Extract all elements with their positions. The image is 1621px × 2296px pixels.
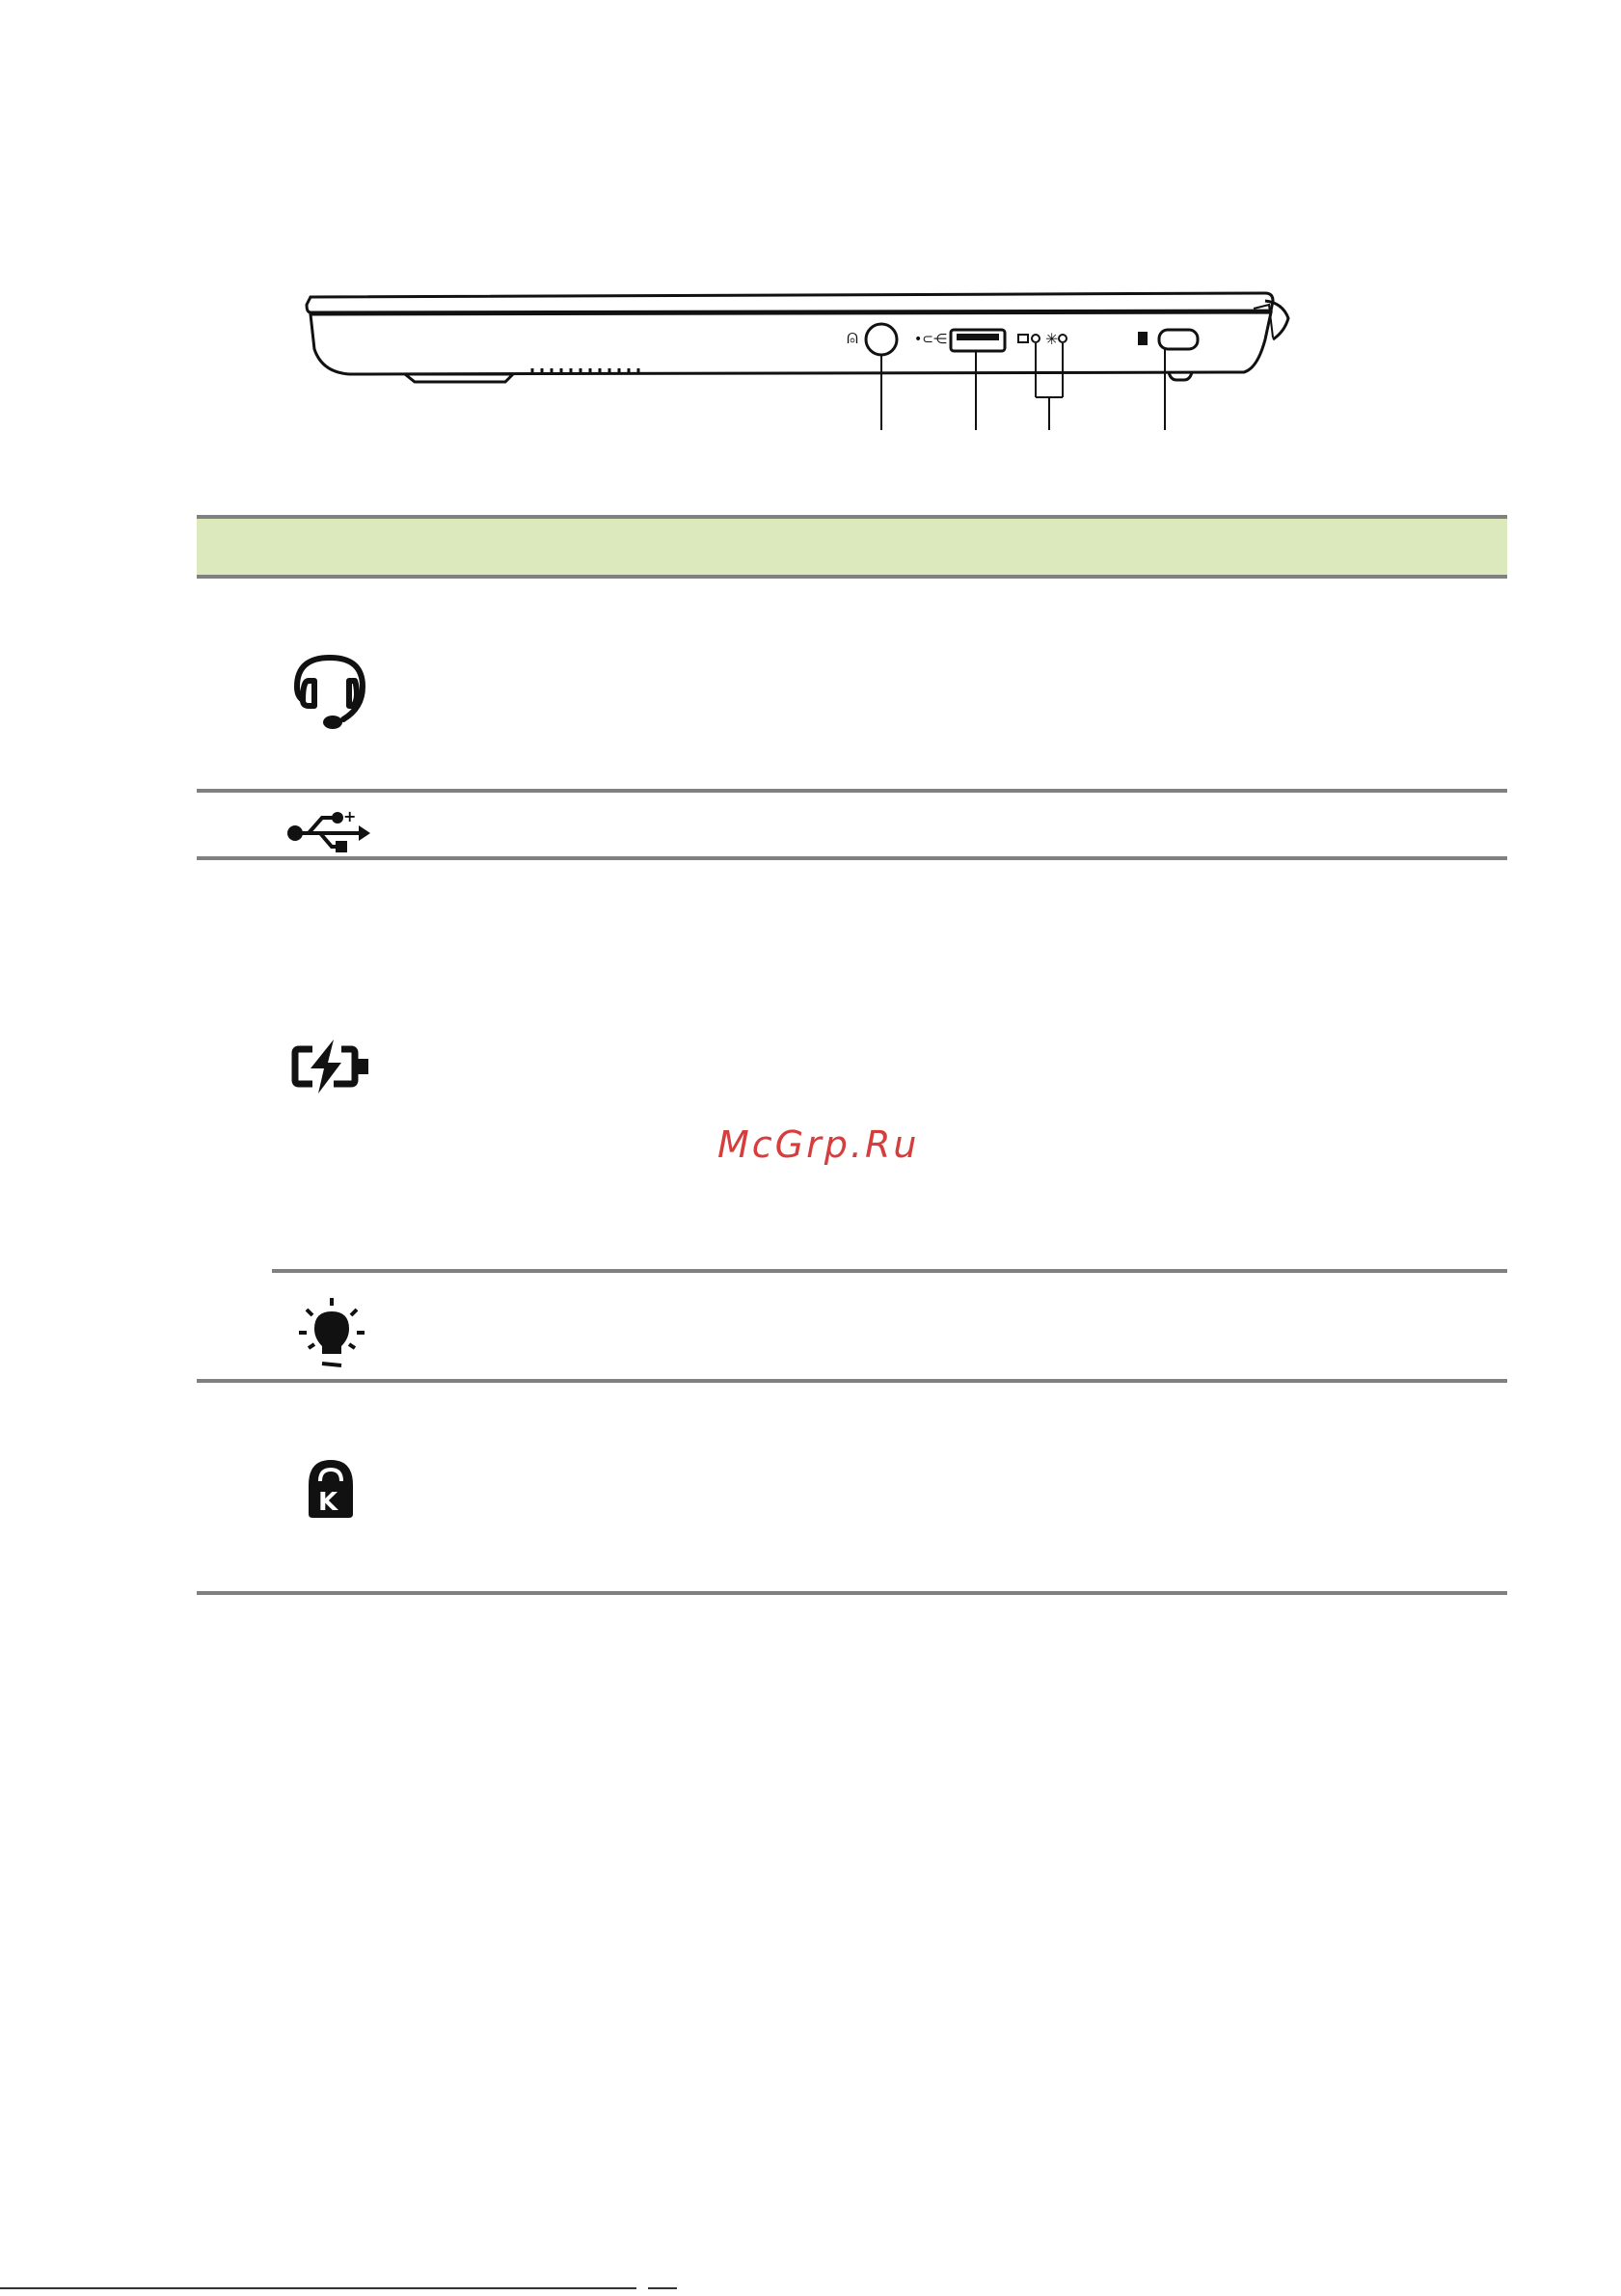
svg-text:✳: ✳ (1045, 330, 1059, 348)
table-row-divider (197, 789, 1507, 793)
table-row-divider (197, 1379, 1507, 1383)
table-header (197, 515, 1507, 579)
page-bottom-edge-fragment (648, 2287, 677, 2289)
page-bottom-edge (0, 2287, 636, 2289)
svg-text:+: + (343, 808, 357, 825)
table-row-divider (197, 856, 1507, 860)
battery-charging-icon (291, 1038, 370, 1095)
svg-text:•⊂⋲: •⊂⋲ (914, 332, 947, 347)
table-bottom-rule (197, 1591, 1507, 1595)
kensington-lock-icon (305, 1456, 357, 1520)
watermark-text: McGrp.Ru (717, 1123, 920, 1166)
headset-icon (293, 652, 366, 733)
svg-text:K: K (318, 1488, 338, 1517)
usb-icon (285, 808, 372, 852)
table-row-divider (272, 1269, 1507, 1273)
svg-text:⍝: ⍝ (847, 325, 858, 348)
power-light-icon (297, 1296, 366, 1369)
